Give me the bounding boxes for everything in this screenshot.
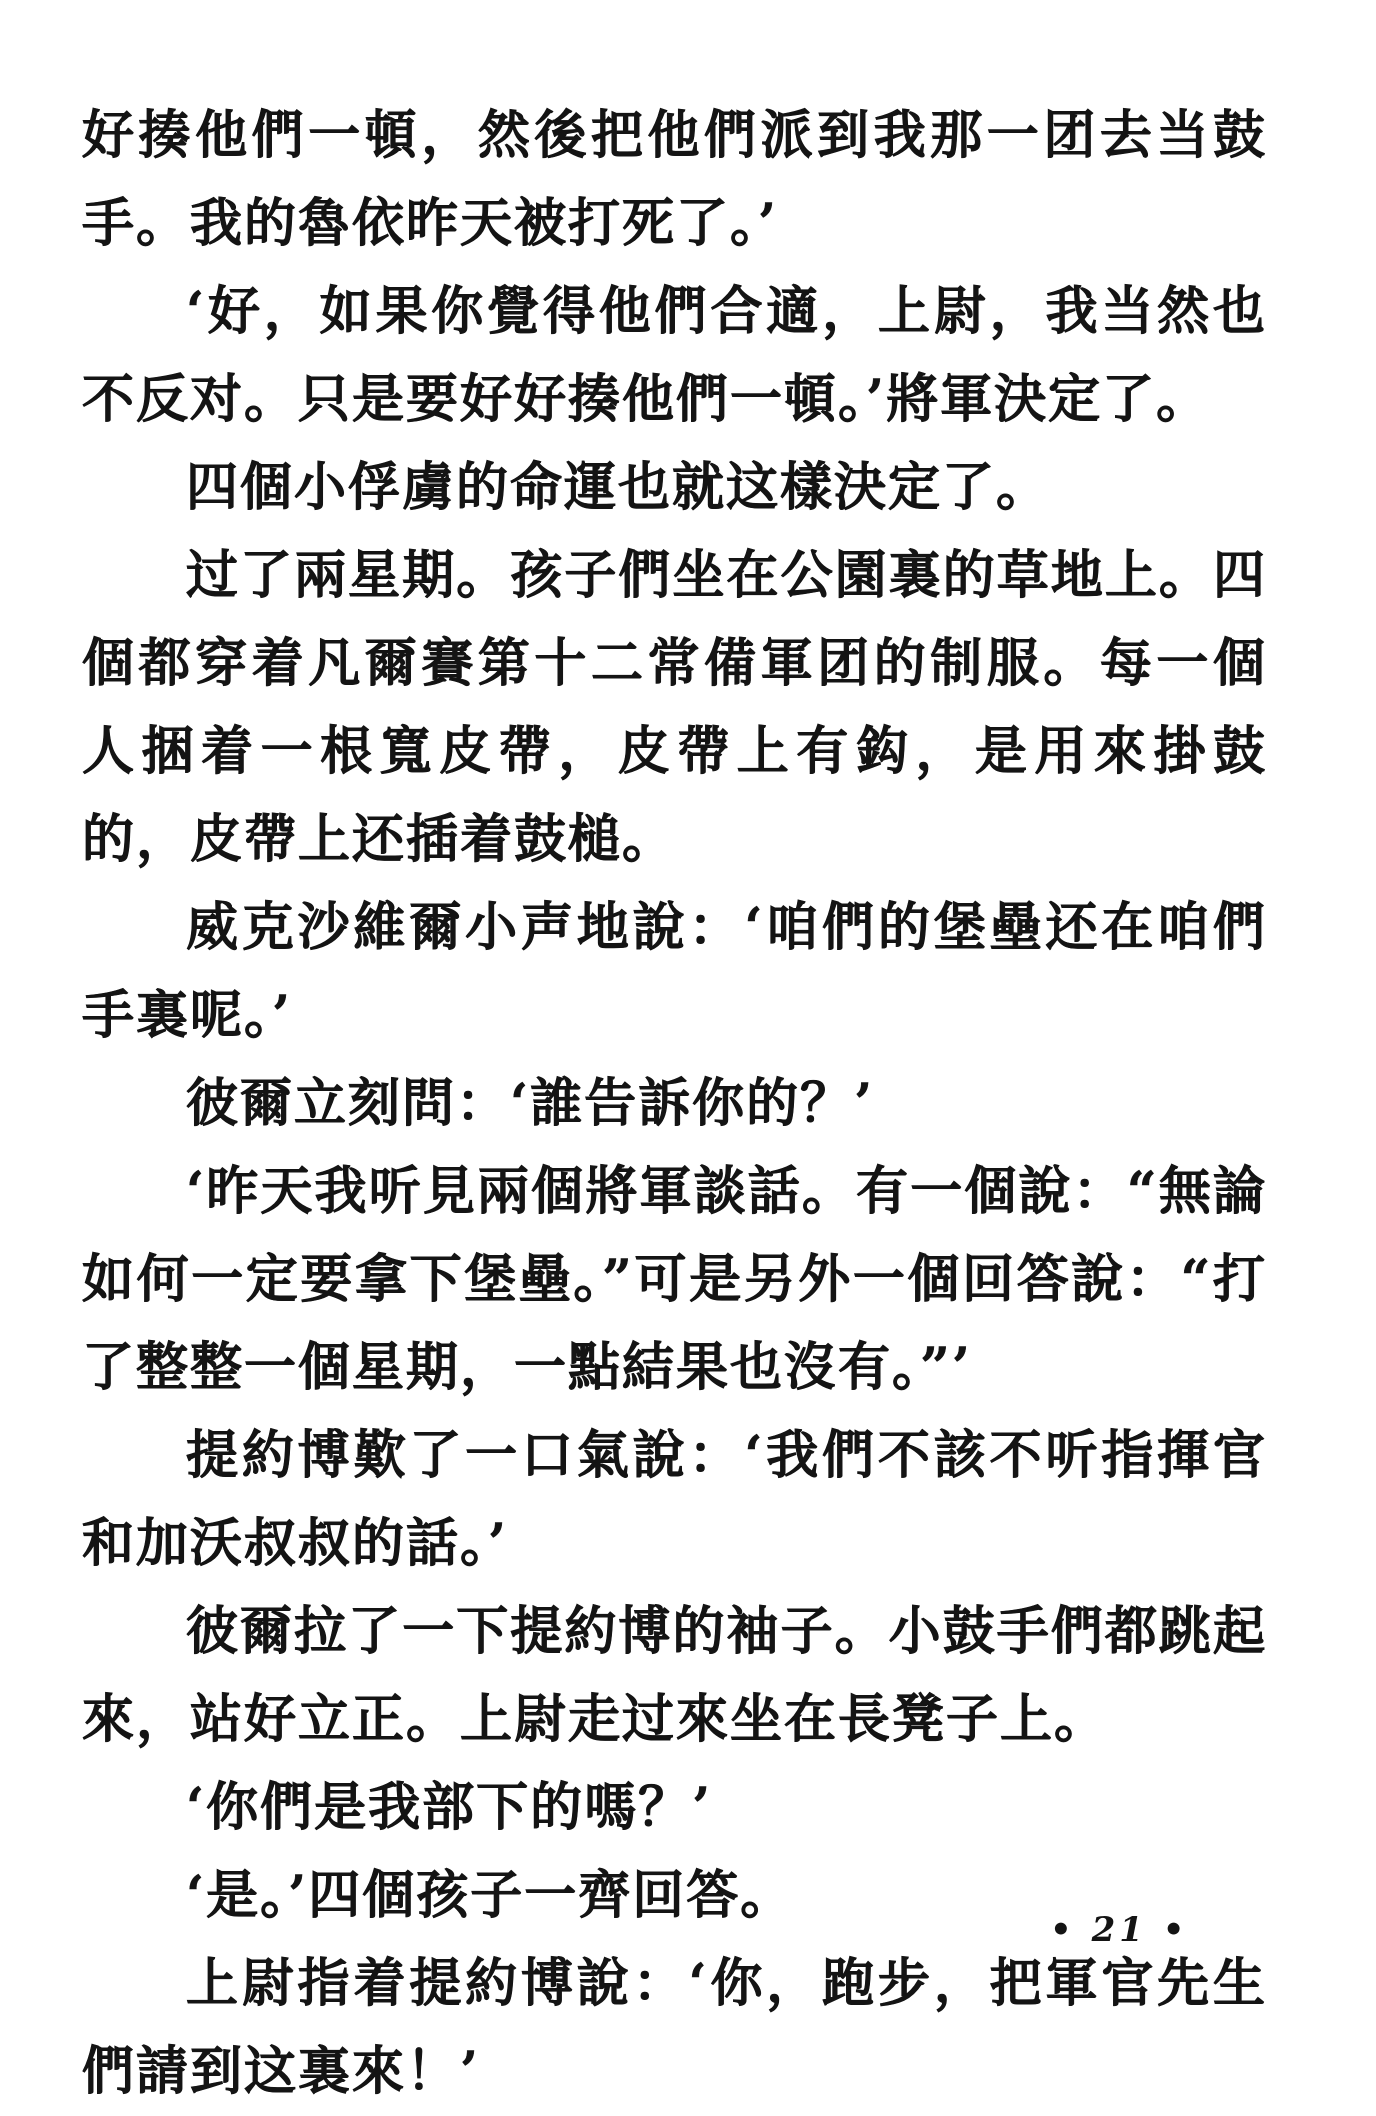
paragraph-10: ‘你們是我部下的嗎？’ [186,1777,713,1838]
book-page-text [82,92,1267,2116]
paragraph-12: 上尉指着提約博說：‘你，跑步，把軍官先生們請到这裏來！’ [82,1953,1267,2102]
paragraph-1: 好揍他們一頓，然後把他們派到我那一团去当鼓手。我的魯依昨天被打死了。’ [82,105,1267,254]
paragraph-8: 提約博歎了一口氣說：‘我們不該不听指揮官和加沃叔叔的話。’ [82,1425,1267,1574]
paragraph-5: 威克沙維爾小声地說：‘咱們的堡壘还在咱們手裏呢。’ [82,897,1267,1046]
paragraph-7: ‘昨天我听見兩個將軍談話。有一個說：“無論如何一定要拿下堡壘。”可是另外一個回答說：“打了整整一個星期，一點結果也沒有。”’ [82,1161,1267,1398]
paragraph-11: ‘是。’四個孩子一齊回答。 [186,1865,795,1926]
paragraph-9: 彼爾拉了一下提約博的袖子。小鼓手們都跳起來，站好立正。上尉走过來坐在長凳子上。 [82,1601,1267,1750]
paragraph-6: 彼爾立刻問：‘誰告訴你的？’ [186,1073,875,1134]
paragraph-3: 四個小俘虜的命運也就这樣決定了。 [186,457,1051,518]
paragraph-4: 过了兩星期。孩子們坐在公園裏的草地上。四個都穿着凡爾賽第十二常備軍团的制服。每一個人捆着一根寬皮帶，皮帶上有鈎，是用來掛鼓的，皮帶上还插着鼓槌。 [82,545,1267,870]
paragraph-2: ‘好，如果你覺得他們合適，上尉，我当然也不反对。只是要好好揍他們一頓。’將軍決定了。 [82,281,1267,430]
page-number: • 21 • [1050,1910,1189,1950]
